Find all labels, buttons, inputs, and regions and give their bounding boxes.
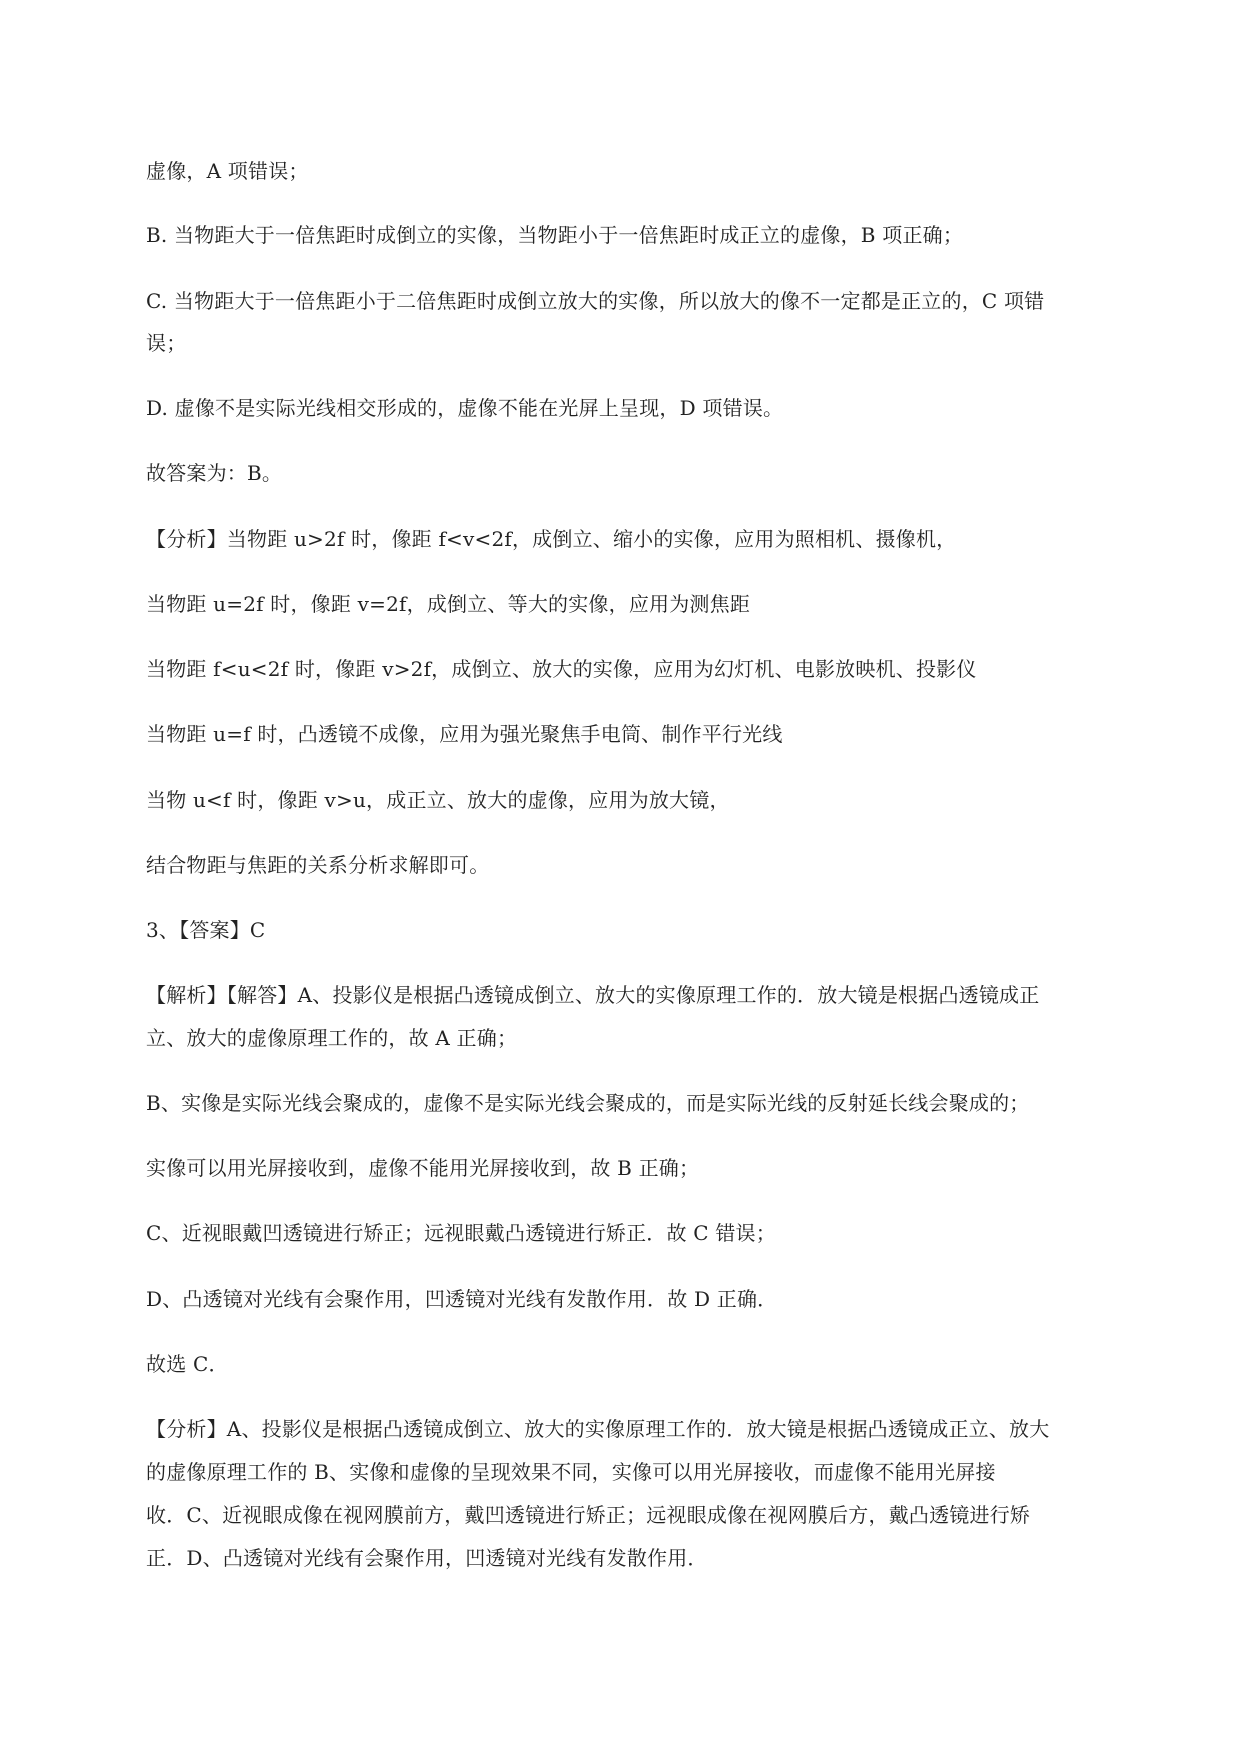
text-line: 实像可以用光屏接收到，虚像不能用光屏接收到，故 B 正确； (146, 1156, 700, 1180)
text-line: 故答案为：B。 (146, 461, 283, 485)
text-line: 虚像，A 项错误； (146, 159, 309, 183)
text-line: D、凸透镜对光线有会聚作用，凹透镜对光线有发散作用．故 D 正确． (146, 1287, 778, 1311)
text-line: C. 当物距大于一倍焦距小于二倍焦距时成倒立放大的实像，所以放大的像不一定都是正立的，C 项错 (146, 289, 1045, 313)
text-line: C、近视眼戴凹透镜进行矫正；远视眼戴凸透镜进行矫正．故 C 错误； (146, 1221, 776, 1245)
text-line: 的虚像原理工作的 B、实像和虚像的呈现效果不同，实像可以用光屏接收，而虚像不能用光屏接 (146, 1460, 996, 1484)
text-line: 当物距 f<u<2f 时，像距 v>2f，成倒立、放大的实像，应用为幻灯机、电影放映机、投影仪 (146, 657, 977, 681)
text-line: 故选 C． (146, 1352, 229, 1376)
text-line: B、实像是实际光线会聚成的，虚像不是实际光线会聚成的，而是实际光线的反射延长线会聚成的； (146, 1091, 1030, 1115)
text-line: 立、放大的虚像原理工作的，故 A 正确； (146, 1026, 518, 1050)
text-line: 误； (146, 331, 187, 355)
text-line: 【解析】【解答】A、投影仪是根据凸透镜成倒立、放大的实像原理工作的．放大镜是根据凸透镜成正 (146, 983, 1040, 1007)
text-line: B. 当物距大于一倍焦距时成倒立的实像，当物距小于一倍焦距时成正立的虚像，B 项正确； (146, 223, 964, 247)
text-line: 收．C、近视眼成像在视网膜前方，戴凹透镜进行矫正；远视眼成像在视网膜后方，戴凸透镜进行矫 (146, 1503, 1031, 1527)
text-line: 3、【答案】C (146, 918, 266, 942)
text-line: 正．D、凸透镜对光线有会聚作用，凹透镜对光线有发散作用． (146, 1546, 708, 1570)
text-line: 当物距 u=2f 时，像距 v=2f，成倒立、等大的实像，应用为测焦距 (146, 592, 751, 616)
text-line: 当物 u<f 时，像距 v>u，成正立、放大的虚像，应用为放大镜， (146, 788, 730, 812)
text-line: 【分析】A、投影仪是根据凸透镜成倒立、放大的实像原理工作的．放大镜是根据凸透镜成正立、放大 (146, 1417, 1050, 1441)
text-line: 结合物距与焦距的关系分析求解即可。 (146, 853, 490, 877)
text-line: 当物距 u=f 时，凸透镜不成像，应用为强光聚焦手电筒、制作平行光线 (146, 722, 783, 746)
text-line: D. 虚像不是实际光线相交形成的，虚像不能在光屏上呈现，D 项错误。 (146, 396, 784, 420)
text-line: 【分析】当物距 u>2f 时，像距 f<v<2f，成倒立、缩小的实像，应用为照相机、摄像机， (146, 527, 957, 551)
